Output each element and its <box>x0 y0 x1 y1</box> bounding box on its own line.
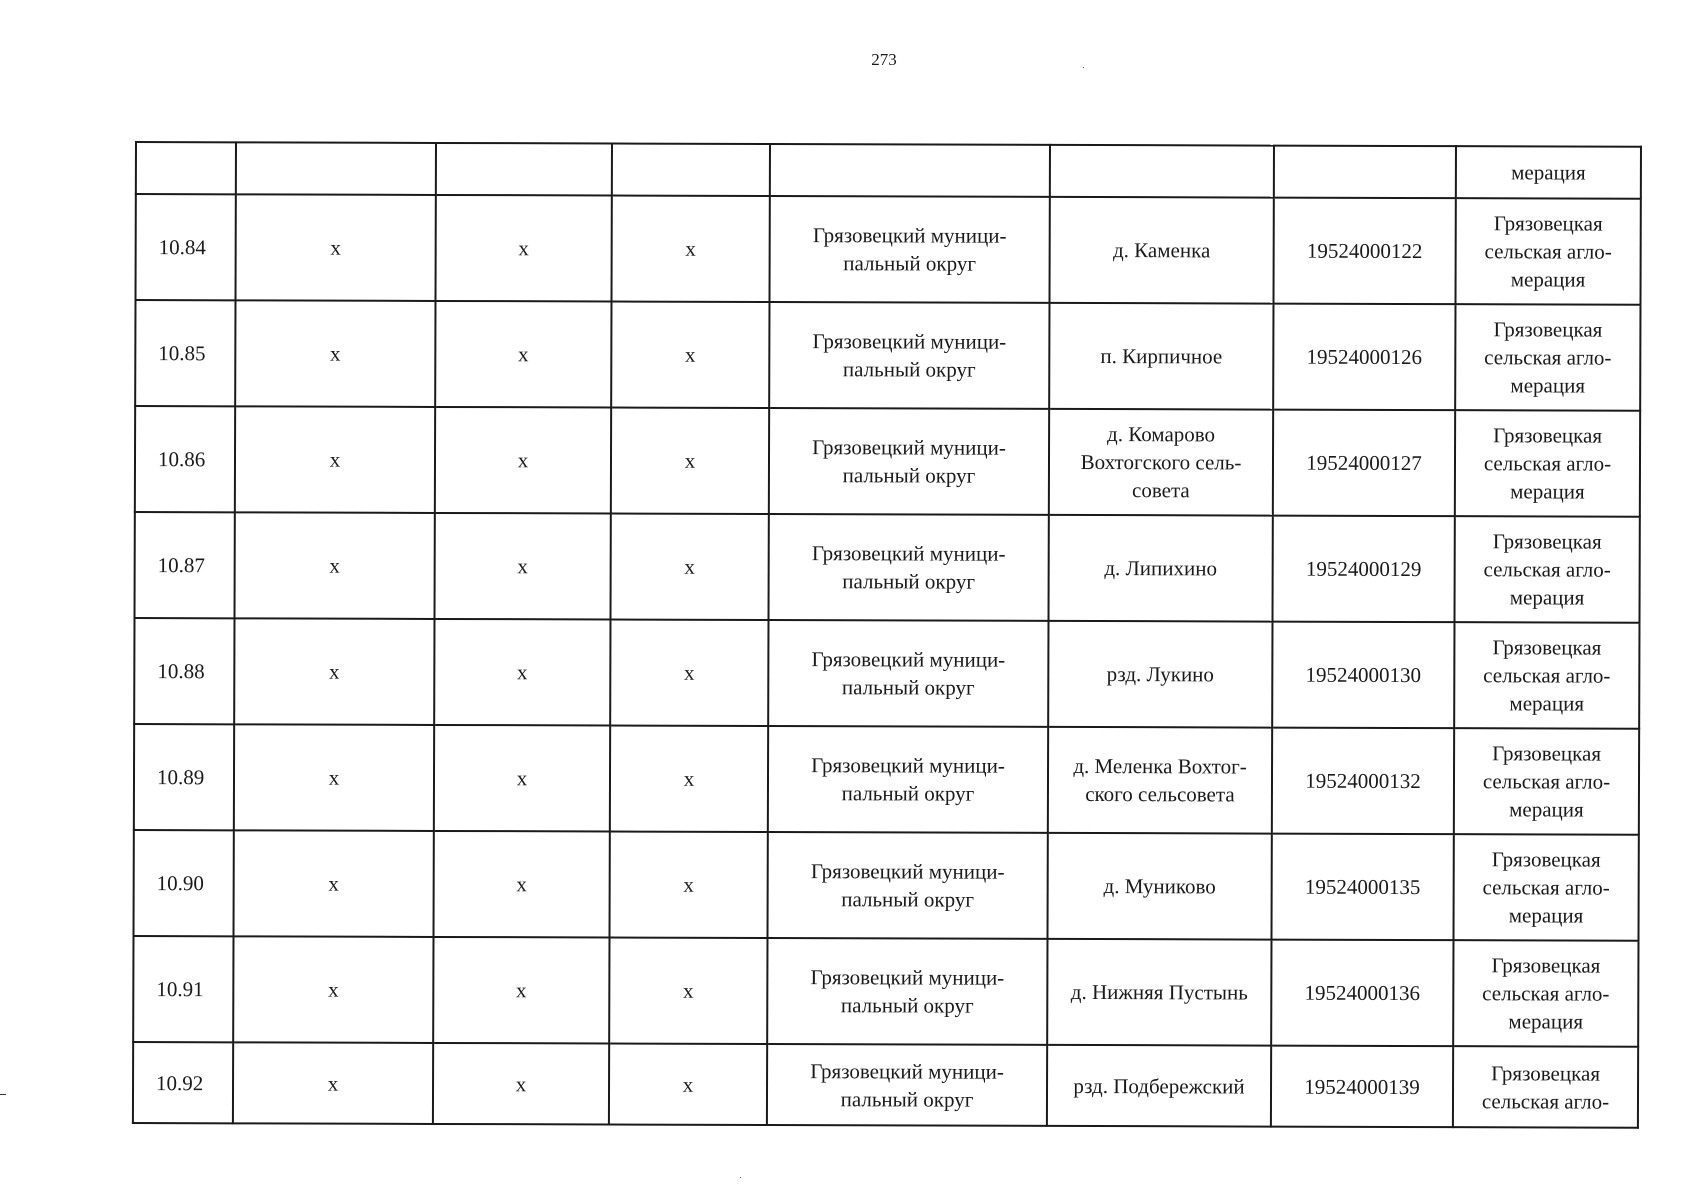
x-mark-cell: х <box>609 937 767 1043</box>
settlements-table <box>132 141 1642 1129</box>
row-number-cell: 10.86 <box>135 406 235 512</box>
district-cell: Грязовецкий муници- пальный округ <box>768 726 1048 833</box>
table-row <box>134 618 1639 729</box>
agglomeration-cell: Грязовецкая сельская агло- мерация <box>1454 622 1639 729</box>
agglomeration-cell: Грязовецкая сельская агло- мерация <box>1453 940 1638 1047</box>
locality-cell: д. Нижняя Пустынь <box>1047 939 1271 1046</box>
district-cell: Грязовецкий муници- пальный округ <box>769 196 1049 303</box>
table-row <box>136 194 1641 305</box>
continuation-row <box>136 142 1641 199</box>
district-cell: Грязовецкий муници- пальный округ <box>767 938 1047 1045</box>
oktmo-code-cell: 19524000122 <box>1273 198 1455 305</box>
table-row <box>135 406 1640 517</box>
locality-cell: рзд. Лукино <box>1048 621 1272 728</box>
locality-cell: д. Каменка <box>1049 197 1273 304</box>
x-mark-cell: х <box>610 619 768 725</box>
agglomeration-cell: Грязовецкая сельская агло- мерация <box>1455 410 1640 517</box>
x-mark-cell: х <box>433 1043 609 1125</box>
x-mark-cell: х <box>434 513 610 620</box>
district-cell: Грязовецкий муници- пальный округ <box>767 1044 1047 1126</box>
x-mark-cell: х <box>611 195 769 301</box>
row-number-cell: 10.90 <box>134 830 234 936</box>
row-number-cell: 10.84 <box>136 194 236 300</box>
table-row <box>133 1042 1638 1128</box>
table-row <box>133 936 1638 1047</box>
x-mark-cell: х <box>435 195 611 302</box>
x-mark-cell: х <box>609 1043 767 1124</box>
x-mark-cell: х <box>433 937 609 1044</box>
agglomeration-cell: Грязовецкая сельская агло- мерация <box>1454 728 1639 835</box>
x-mark-cell: х <box>435 407 611 514</box>
x-mark-cell: х <box>235 300 435 407</box>
x-mark-cell: х <box>434 619 610 726</box>
oktmo-code-cell: 19524000135 <box>1271 834 1453 941</box>
locality-cell: д. Липихино <box>1048 515 1272 622</box>
x-mark-cell: х <box>434 725 610 832</box>
oktmo-code-cell: 19524000126 <box>1273 304 1455 411</box>
locality-cell: д. Муниково <box>1047 833 1271 940</box>
oktmo-code-cell: 19524000130 <box>1272 622 1454 729</box>
x-mark-cell: х <box>234 830 434 937</box>
table-cell <box>1274 146 1456 199</box>
oktmo-code-cell: 19524000129 <box>1272 516 1454 623</box>
margin-mark <box>0 1094 6 1095</box>
table-body <box>133 142 1641 1128</box>
district-cell: Грязовецкий муници- пальный округ <box>768 620 1048 727</box>
x-mark-cell: х <box>235 406 435 513</box>
table-cell <box>770 144 1050 197</box>
locality-cell: п. Кирпичное <box>1049 303 1273 410</box>
district-cell: Грязовецкий муници- пальный округ <box>769 408 1049 515</box>
table-row <box>135 300 1640 411</box>
x-mark-cell: х <box>434 831 610 938</box>
x-mark-cell: х <box>234 618 434 725</box>
agglomeration-cell: Грязовецкая сельская агло- мерация <box>1453 834 1638 941</box>
table-row <box>134 830 1639 941</box>
oktmo-code-cell: 19524000132 <box>1272 728 1454 835</box>
oktmo-code-cell: 19524000136 <box>1271 940 1453 1047</box>
x-mark-cell: х <box>610 831 768 937</box>
agglomeration-cell: Грязовецкая сельская агло- <box>1453 1046 1638 1128</box>
table-cell <box>612 143 770 195</box>
table-cell <box>136 142 236 194</box>
agglomeration-cell: Грязовецкая сельская агло- мерация <box>1455 198 1640 305</box>
row-number-cell: 10.85 <box>135 300 235 406</box>
oktmo-code-cell: 19524000127 <box>1273 410 1455 517</box>
row-number-cell: 10.91 <box>133 936 233 1042</box>
table-cell <box>1050 145 1274 198</box>
locality-cell: д. Меленка Вохтог- ского сельсовета <box>1048 727 1272 834</box>
x-mark-cell: х <box>435 301 611 408</box>
locality-cell: рзд. Подбережский <box>1047 1045 1271 1127</box>
x-mark-cell: х <box>610 513 768 619</box>
x-mark-cell: х <box>233 936 433 1043</box>
table-cell <box>436 143 612 196</box>
row-number-cell: 10.87 <box>135 512 235 618</box>
district-cell: Грязовецкий муници- пальный округ <box>767 832 1047 939</box>
locality-cell: д. Комарово Вохтогского сель- совета <box>1049 409 1273 516</box>
scan-speck <box>740 1177 741 1178</box>
table-row <box>134 724 1639 835</box>
row-number-cell: 10.92 <box>133 1042 233 1123</box>
x-mark-cell: х <box>611 301 769 407</box>
row-number-cell: 10.88 <box>134 618 234 724</box>
agglomeration-cell: Грязовецкая сельская агло- мерация <box>1455 304 1640 411</box>
oktmo-code-cell: 19524000139 <box>1271 1046 1453 1128</box>
row-number-cell: 10.89 <box>134 724 234 830</box>
x-mark-cell: х <box>234 724 434 831</box>
district-cell: Грязовецкий муници- пальный округ <box>768 514 1048 621</box>
x-mark-cell: х <box>235 512 435 619</box>
continuation-cell: мерация <box>1456 146 1641 199</box>
table-row <box>135 512 1640 623</box>
x-mark-cell: х <box>611 407 769 513</box>
agglomeration-cell: Грязовецкая сельская агло- мерация <box>1454 516 1639 623</box>
x-mark-cell: х <box>610 725 768 831</box>
x-mark-cell: х <box>233 1042 433 1124</box>
page-number: 273 <box>871 50 897 69</box>
district-cell: Грязовецкий муници- пальный округ <box>769 302 1049 409</box>
table-cell <box>236 142 436 195</box>
scan-speck <box>1083 67 1084 68</box>
x-mark-cell: х <box>235 194 435 301</box>
